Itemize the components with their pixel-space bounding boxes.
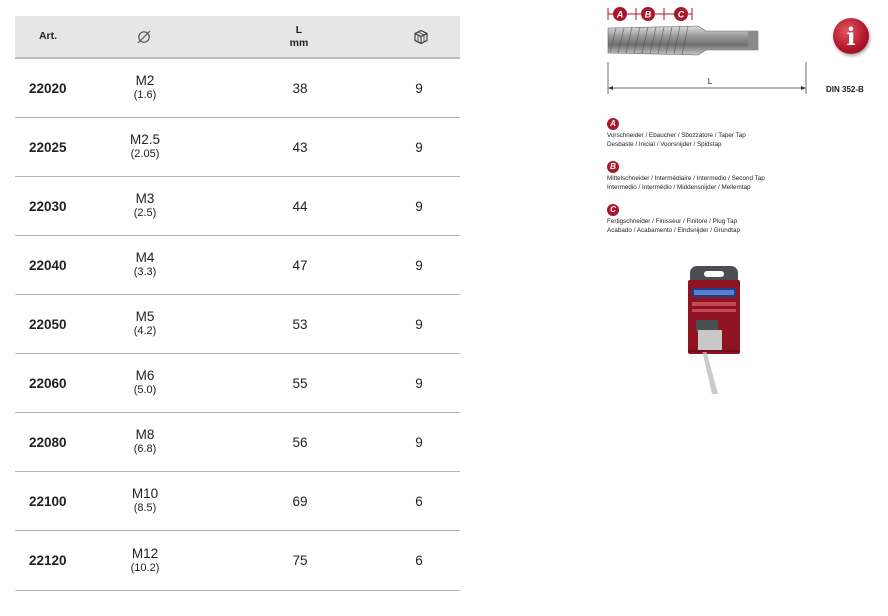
length-value: 55	[292, 375, 308, 391]
package-cube-icon	[405, 16, 437, 57]
table-row	[15, 472, 460, 531]
length-dimension	[608, 62, 806, 94]
legend-line: Vorschneider / Ebaucher / Sbozzatore / Taper Tap	[607, 132, 746, 139]
table-row	[15, 295, 460, 354]
product-table	[15, 16, 460, 591]
thread-size-label: M4	[135, 250, 155, 265]
thread-size-label: M12	[131, 545, 159, 561]
tap-tool-image	[608, 26, 758, 55]
table-row	[15, 59, 460, 118]
thread-size	[107, 413, 183, 471]
thread-size	[107, 118, 183, 176]
art-number: 22030	[29, 198, 67, 214]
pack-quantity: 6	[415, 493, 423, 509]
legend-line: Intermedio / Intermédio / Middensnijder / Mellemtap	[607, 184, 751, 191]
pack-quantity: 9	[415, 198, 423, 214]
badge-b-icon: B	[607, 161, 619, 173]
table-row	[15, 413, 460, 472]
core-drill-size: (3.3)	[133, 266, 157, 278]
pack-quantity: 9	[415, 434, 423, 450]
info-icon: i	[846, 21, 856, 51]
length-value: 53	[292, 316, 308, 332]
art-number: 22100	[29, 493, 67, 509]
core-drill-size: (2.05)	[130, 148, 160, 160]
pack-quantity: 9	[415, 80, 423, 96]
tap-type-legend	[607, 113, 827, 242]
core-drill-size: (1.6)	[133, 89, 157, 101]
thread-size-label: M10	[131, 486, 159, 501]
zone-label-b: B	[644, 9, 652, 20]
zone-markers	[608, 7, 692, 21]
pack-quantity: 9	[415, 257, 423, 273]
thread-size-label: M2	[135, 73, 155, 88]
core-drill-size: (2.5)	[133, 207, 157, 219]
length-label: L	[707, 77, 713, 86]
header-art: Art.	[38, 30, 58, 42]
length-value: 47	[292, 257, 308, 273]
thread-size	[107, 354, 183, 412]
table-row	[15, 177, 460, 236]
legend-item-a	[607, 113, 827, 149]
table-row	[15, 236, 460, 295]
art-number: 22025	[29, 139, 67, 155]
badge-c-icon: C	[607, 204, 619, 216]
pack-quantity: 9	[415, 139, 423, 155]
header-length-symbol: L	[295, 23, 303, 36]
pack-quantity: 9	[415, 316, 423, 332]
thread-size	[107, 472, 183, 530]
length-value: 38	[292, 80, 308, 96]
core-drill-size: (10.2)	[130, 561, 160, 574]
legend-line: Desbaste / Inicial / Voorsnijder / Spidstap	[607, 141, 722, 148]
blister-package-image	[680, 262, 748, 398]
core-drill-size: (5.0)	[133, 384, 157, 396]
art-number: 22060	[29, 375, 67, 391]
length-value: 75	[292, 553, 308, 568]
length-value: 69	[292, 493, 308, 509]
thread-size-label: M5	[135, 309, 155, 324]
art-number: 22020	[29, 80, 67, 96]
thread-size-label: M6	[135, 368, 155, 383]
length-value: 56	[292, 434, 308, 450]
table-header	[15, 16, 460, 59]
legend-line: Mittelschneider / Intermédiaire / Intermedio / Second Tap	[607, 175, 765, 182]
thread-size	[107, 295, 183, 353]
thread-size	[107, 177, 183, 235]
core-drill-size: (4.2)	[133, 325, 157, 337]
art-number: 22050	[29, 316, 67, 332]
zone-label-c: C	[677, 9, 685, 20]
table-row	[15, 531, 460, 591]
header-length-unit: mm	[289, 36, 309, 49]
table-body	[15, 59, 460, 591]
core-drill-size: (8.5)	[133, 502, 157, 514]
thread-size	[107, 236, 183, 294]
header-length	[271, 16, 327, 57]
table-row	[15, 118, 460, 177]
zone-label-a: A	[616, 9, 624, 20]
thread-size-label: M2.5	[129, 132, 160, 147]
length-value: 44	[292, 198, 308, 214]
legend-item-c	[607, 199, 827, 235]
diameter-icon	[125, 16, 163, 57]
standard-label: DIN 352-B	[826, 85, 864, 94]
table-row	[15, 354, 460, 413]
art-number: 22120	[29, 553, 67, 568]
core-drill-size: (6.8)	[133, 443, 157, 455]
art-number: 22040	[29, 257, 67, 273]
legend-item-b	[607, 156, 827, 192]
badge-a-icon: A	[607, 118, 619, 130]
thread-size-label: M8	[135, 427, 155, 442]
length-value: 43	[292, 139, 308, 155]
info-button[interactable]	[833, 18, 869, 54]
thread-size	[107, 531, 183, 590]
thread-size-label: M3	[135, 191, 155, 206]
art-number: 22080	[29, 434, 67, 450]
thread-size	[107, 59, 183, 117]
legend-line: Fertigschneider / Finisseur / Finitore / Plug Tap	[607, 218, 738, 225]
pack-quantity: 6	[415, 553, 423, 568]
pack-quantity: 9	[415, 375, 423, 391]
legend-line: Acabado / Acabamento / Eindsnijder / Grundtap	[607, 227, 741, 234]
